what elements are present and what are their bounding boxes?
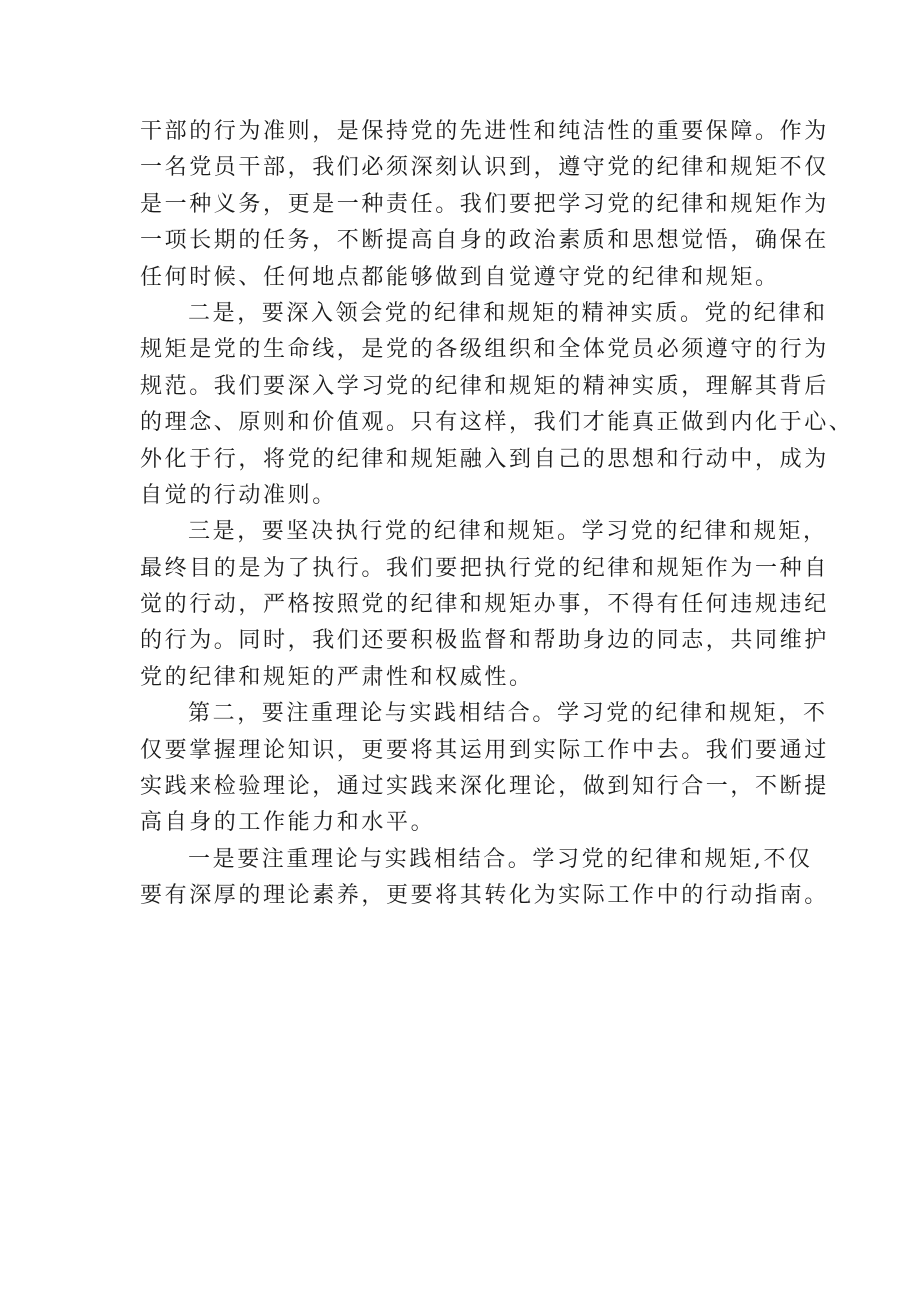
text-line: 仅要掌握理论知识，更要将其运用到实际工作中去。我们要通过 <box>140 737 829 763</box>
text-line: 党的纪律和规矩的严肃性和权威性。 <box>140 664 534 690</box>
text-line: 高自身的工作能力和水平。 <box>140 810 436 836</box>
text-line: 一项长期的任务，不断提高自身的政治素质和思想觉悟，确保在 <box>140 228 829 254</box>
text-line: 的理念、原则和价值观。只有这样，我们才能真正做到内化于心、 <box>140 410 854 436</box>
text-line: 干部的行为准则，是保持党的先进性和纯洁性的重要保障。作为 <box>140 119 829 144</box>
document-body <box>140 114 854 915</box>
text-line: 外化于行，将党的纪律和规矩融入到自己的思想和行动中，成为 <box>140 446 829 472</box>
paragraph-start-line: 第二，要注重理论与实践相结合。学习党的纪律和规矩，不 <box>188 701 828 727</box>
text-line: 要有深厚的理论素养，更要将其转化为实际工作中的行动指南。 <box>140 883 829 909</box>
paragraph-start-line: 二是，要深入领会党的纪律和规矩的精神实质。党的纪律和 <box>188 300 828 326</box>
paragraph-start-line: 三是，要坚决执行党的纪律和规矩。学习党的纪律和规矩， <box>188 519 828 545</box>
text-line: 规范。我们要深入学习党的纪律和规矩的精神实质，理解其背后 <box>140 373 829 399</box>
text-line: 觉的行动，严格按照党的纪律和规矩办事，不得有任何违规违纪 <box>140 592 829 618</box>
text-line: 自觉的行动准则。 <box>140 482 337 508</box>
text-line: 是一种义务，更是一种责任。我们要把学习党的纪律和规矩作为 <box>140 191 829 217</box>
text-line: 实践来检验理论，通过实践来深化理论，做到知行合一，不断提 <box>140 774 829 800</box>
text-line: 一名党员干部，我们必须深刻认识到，遵守党的纪律和规矩不仅 <box>140 155 829 181</box>
text-line: 任何时候、任何地点都能够做到自觉遵守党的纪律和规矩。 <box>140 264 780 290</box>
text-line: 规矩是党的生命线，是党的各级组织和全体党员必须遵守的行为 <box>140 337 829 363</box>
paragraph-start-line: 一是要注重理论与实践相结合。学习党的纪律和规矩,不仅 <box>188 846 813 872</box>
text-line: 的行为。同时，我们还要积极监督和帮助身边的同志，共同维护 <box>140 628 829 654</box>
text-line: 最终目的是为了执行。我们要把执行党的纪律和规矩作为一种自 <box>140 555 829 581</box>
